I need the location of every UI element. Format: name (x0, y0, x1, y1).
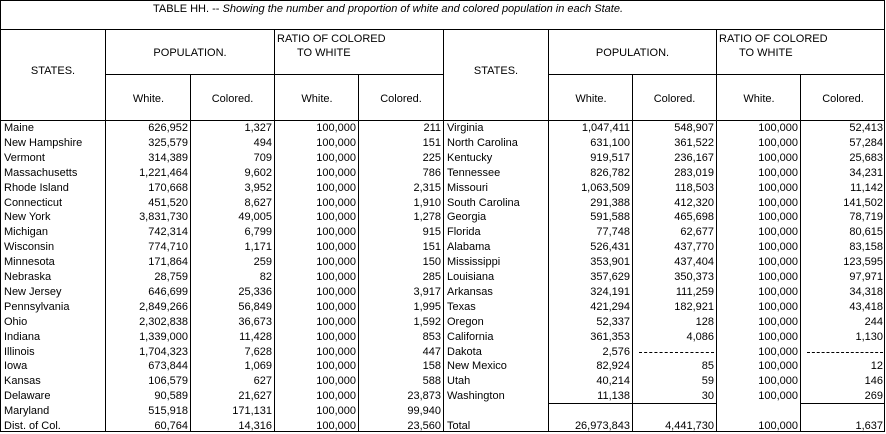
ratio-colored-value-cell: 2,315 (413, 181, 441, 194)
white-value-cell: 40,214 (596, 375, 630, 388)
white-value-cell: 626,952 (148, 122, 188, 134)
colored-value-cell: 11,428 (239, 330, 272, 343)
state-name-cell: Florida (447, 226, 481, 239)
colored-value-cell: 82 (259, 271, 272, 283)
state-name-cell: California (447, 330, 494, 343)
white-value-cell: 421,294 (590, 300, 630, 313)
ratio-white-value-cell: 100,000 (316, 136, 356, 149)
white-value-cell: 2,576 (602, 345, 630, 358)
colored-value-cell: 4,086 (686, 330, 714, 343)
white-value-cell: 353,901 (590, 256, 630, 269)
white-value-cell: 90,589 (154, 390, 188, 403)
ratio-white-value-cell: 100,000 (758, 196, 798, 209)
white-value-cell: 451,520 (148, 196, 188, 209)
colored-value-cell: 21,627 (238, 390, 272, 403)
colored-value-cell (633, 345, 716, 360)
state-name-cell: Michigan (4, 226, 49, 239)
colored-value-cell: 25,336 (238, 285, 272, 298)
colored-value-cell: 8,627 (244, 196, 272, 209)
ratio-colored-header-right: Colored. (822, 93, 864, 105)
state-name-cell: Illinois (4, 345, 35, 358)
ratio-colored-value-cell: 146 (864, 375, 883, 388)
population-header-right: POPULATION. (595, 47, 670, 59)
white-value-cell: 1,339,000 (139, 330, 188, 343)
state-name-cell: Pennsylvania (4, 300, 70, 313)
ratio-colored-value-cell: 447 (422, 345, 441, 358)
state-name-cell: Virginia (447, 122, 484, 134)
ratio-white-value-cell: 100,000 (758, 330, 798, 343)
ratio-white-value-cell: 100,000 (316, 345, 356, 358)
white-header-right: White. (575, 93, 607, 105)
white-value-cell: 324,191 (590, 285, 630, 298)
ratio-colored-value-cell: 151 (422, 241, 441, 254)
ratio-white-value-cell: 100,000 (758, 181, 798, 194)
ratio-colored-value-cell: 97,971 (849, 271, 883, 283)
ratio-colored-value-cell (801, 404, 885, 419)
ratio-colored-value-cell: 1,592 (413, 315, 441, 328)
ratio-white-header-left: White. (301, 93, 333, 105)
state-name-cell: Louisiana (447, 271, 495, 283)
ratio-colored-value-cell: 1,910 (413, 196, 441, 209)
state-name-cell: Alabama (447, 241, 491, 254)
white-header-left: White. (132, 93, 165, 105)
white-value-cell: 52,337 (596, 315, 630, 328)
ratio-white-value-cell: 100,000 (758, 166, 798, 179)
ratio-colored-value-cell: 80,615 (849, 226, 883, 239)
population-subheader-rule-right (549, 74, 885, 75)
ratio-header-right-line1: RATIO OF COLORED (719, 33, 828, 45)
ratio-colored-value-cell: 915 (422, 226, 441, 239)
white-value-cell: 742,314 (148, 226, 188, 239)
ratio-colored-value-cell (801, 345, 885, 360)
ratio-white-header-right: White. (743, 93, 775, 105)
ratio-colored-value-cell: 269 (864, 390, 883, 403)
colored-value-cell: 548,907 (674, 122, 714, 134)
state-name-cell: Kentucky (447, 151, 493, 164)
ratio-white-value-cell: 100,000 (758, 271, 798, 283)
ratio-colored-value-cell: 141,502 (843, 196, 883, 209)
ratio-white-value-cell: 100,000 (316, 360, 356, 373)
colored-header-right: Colored. (653, 93, 696, 105)
state-name-cell: Oregon (447, 315, 484, 328)
colored-value-cell: 4,441,730 (665, 420, 714, 432)
state-name-cell: Texas (447, 300, 476, 313)
state-name-cell: New York (4, 211, 51, 224)
ratio-white-value-cell: 100,000 (316, 285, 356, 298)
ratio-white-value-cell: 100,000 (758, 122, 798, 134)
colored-value-cell: 62,677 (680, 226, 714, 239)
ratio-colored-value-cell: 1,130 (855, 330, 883, 343)
population-subheader-rule-left (106, 74, 444, 75)
state-name-cell: Minnesota (4, 256, 55, 269)
ratio-white-value-cell: 100,000 (316, 420, 356, 432)
colored-value-cell: 437,404 (674, 256, 714, 269)
colored-value-cell: 709 (253, 151, 272, 164)
colored-value-cell: 14,316 (238, 420, 272, 432)
colored-value-cell: 36,673 (238, 315, 272, 328)
white-value-cell: 361,353 (590, 330, 630, 343)
ratio-colored-value-cell: 588 (422, 375, 441, 388)
table-title-row (1, 1, 885, 30)
ratio-colored-value-cell: 99,940 (407, 405, 441, 418)
colored-value-cell: 118,503 (675, 181, 714, 194)
white-value-cell: 2,302,838 (139, 315, 188, 328)
colored-value-cell: 85 (701, 360, 714, 373)
ratio-colored-value-cell: 244 (864, 315, 883, 328)
colored-value-cell: 59 (701, 375, 714, 388)
state-name-cell: Dakota (447, 345, 482, 358)
ratio-colored-value-cell: 151 (422, 136, 441, 149)
ratio-colored-value-cell: 12 (870, 360, 883, 373)
white-value-cell: 673,844 (148, 360, 188, 373)
population-header-left: POPULATION. (153, 47, 227, 59)
colored-value-cell: 361,522 (674, 136, 714, 149)
ratio-colored-value-cell: 25,683 (849, 151, 883, 164)
colored-value-cell (633, 404, 716, 419)
ratio-colored-value-cell: 23,873 (407, 390, 441, 403)
ratio-colored-value-cell: 285 (422, 271, 441, 283)
state-name-cell: Kansas (4, 375, 41, 388)
ratio-colored-value-cell: 52,413 (849, 122, 883, 134)
white-value-cell: 3,831,730 (139, 211, 188, 224)
state-name-cell: New Hampshire (4, 136, 83, 149)
white-value-cell: 631,100 (590, 136, 630, 149)
colored-value-cell: 7,628 (244, 345, 272, 358)
ratio-white-value-cell: 100,000 (316, 256, 356, 269)
ratio-colored-value-cell: 1,637 (855, 420, 883, 432)
ratio-white-value-cell: 100,000 (316, 315, 356, 328)
state-name-cell: New Mexico (447, 360, 507, 373)
colored-value-cell: 236,167 (674, 151, 714, 164)
ratio-white-value-cell: 100,000 (316, 181, 356, 194)
table-title-text: Showing the number and proportion of white and colored population in each State. (222, 3, 624, 15)
colored-value-cell: 182,921 (674, 300, 714, 313)
state-name-cell: South Carolina (447, 196, 520, 209)
colored-value-cell: 56,849 (238, 300, 272, 313)
ratio-white-value-cell: 100,000 (316, 151, 356, 164)
white-value-cell: 774,710 (148, 241, 188, 254)
no-data-dash (807, 352, 883, 353)
ratio-white-value-cell: 100,000 (316, 196, 356, 209)
white-value-cell: 170,668 (148, 181, 188, 194)
ratio-colored-value-cell: 1,278 (413, 211, 441, 224)
ratio-colored-value-cell: 786 (422, 166, 441, 179)
ratio-white-value-cell: 100,000 (316, 300, 356, 313)
state-name-cell: Missouri (447, 181, 488, 194)
ratio-white-value-cell: 100,000 (758, 360, 798, 373)
ratio-colored-value-cell: 78,719 (849, 211, 883, 224)
white-value-cell: 171,864 (148, 256, 188, 269)
ratio-white-value-cell: 100,000 (758, 420, 798, 432)
colored-value-cell: 412,320 (674, 196, 714, 209)
ratio-white-value-cell: 100,000 (758, 151, 798, 164)
colored-value-cell: 171,131 (232, 405, 272, 418)
table-title-label: TABLE HH. -- (153, 3, 220, 15)
state-name-cell: Tennessee (447, 166, 501, 179)
state-name-cell: Maryland (4, 405, 50, 418)
white-value-cell: 82,924 (596, 360, 630, 373)
ratio-colored-value-cell: 225 (422, 151, 441, 164)
ratio-white-value-cell: 100,000 (316, 226, 356, 239)
state-name-cell: Total (447, 420, 471, 432)
colored-value-cell: 1,171 (244, 241, 272, 254)
ratio-colored-value-cell: 1,995 (413, 300, 441, 313)
ratio-colored-value-cell: 158 (422, 360, 441, 373)
ratio-colored-value-cell: 83,158 (849, 241, 883, 254)
state-name-cell: Connecticut (4, 196, 63, 209)
state-name-cell: Vermont (4, 151, 45, 164)
ratio-white-value-cell: 100,000 (316, 122, 356, 134)
state-name-cell: Delaware (4, 390, 51, 403)
state-name-cell: Nebraska (4, 271, 52, 283)
white-value-cell: 826,782 (590, 166, 630, 179)
ratio-white-value-cell: 100,000 (758, 390, 798, 403)
ratio-colored-value-cell: 23,560 (407, 420, 441, 432)
colored-value-cell: 49,005 (238, 211, 272, 224)
state-name-cell: New Jersey (4, 285, 62, 298)
ratio-white-value-cell: 100,000 (316, 271, 356, 283)
state-name-cell: Massachusetts (4, 166, 78, 179)
ratio-white-value-cell: 100,000 (316, 211, 356, 224)
ratio-header-left-line1: RATIO OF COLORED (277, 33, 386, 45)
white-value-cell: 28,759 (154, 271, 188, 283)
colored-value-cell: 111,259 (675, 285, 714, 298)
colored-value-cell: 128 (695, 315, 714, 328)
white-value-cell: 526,431 (590, 241, 630, 254)
white-value-cell: 357,629 (590, 271, 630, 283)
colored-value-cell: 6,799 (244, 226, 272, 239)
ratio-colored-value-cell: 3,917 (413, 285, 441, 298)
white-value-cell: 919,517 (590, 151, 630, 164)
colored-value-cell: 259 (253, 256, 272, 269)
state-name-cell: North Carolina (447, 136, 518, 149)
state-name-cell: Indiana (4, 330, 41, 343)
states-header-right: STATES. (473, 65, 519, 77)
colored-value-cell: 627 (253, 375, 272, 388)
colored-value-cell: 494 (253, 136, 272, 149)
ratio-white-value-cell (717, 404, 800, 419)
colored-value-cell: 30 (701, 390, 714, 403)
white-value-cell: 325,579 (148, 136, 188, 149)
ratio-white-value-cell: 100,000 (758, 136, 798, 149)
ratio-white-value-cell: 100,000 (758, 300, 798, 313)
white-value-cell: 291,388 (590, 196, 630, 209)
states-header-left: STATES. (30, 65, 76, 77)
ratio-white-value-cell: 100,000 (758, 256, 798, 269)
colored-value-cell: 283,019 (674, 166, 714, 179)
ratio-colored-value-cell: 211 (423, 122, 441, 134)
white-value-cell: 314,389 (148, 151, 188, 164)
colored-value-cell: 437,770 (674, 241, 714, 254)
white-value-cell: 11,138 (597, 390, 630, 403)
colored-value-cell: 1,069 (244, 360, 272, 373)
colored-value-cell: 3,952 (244, 181, 272, 194)
ratio-colored-value-cell: 57,284 (849, 136, 883, 149)
colored-header-left: Colored. (211, 93, 254, 105)
ratio-white-value-cell: 100,000 (758, 241, 798, 254)
state-name-cell: Georgia (447, 211, 487, 224)
white-value-cell: 26,973,843 (574, 420, 630, 432)
white-value-cell: 1,063,509 (581, 181, 630, 194)
colored-value-cell: 1,327 (244, 122, 272, 134)
no-data-dash (639, 352, 714, 353)
white-value-cell: 591,588 (590, 211, 630, 224)
ratio-colored-value-cell: 43,418 (849, 300, 883, 313)
ratio-colored-value-cell: 853 (422, 330, 441, 343)
colored-value-cell: 465,698 (674, 211, 714, 224)
white-value-cell: 1,047,411 (581, 122, 630, 134)
ratio-white-value-cell: 100,000 (758, 285, 798, 298)
white-value-cell: 515,918 (148, 405, 188, 418)
ratio-white-value-cell: 100,000 (758, 375, 798, 388)
state-name-cell: Maine (4, 122, 34, 134)
white-value-cell: 2,849,266 (139, 300, 188, 313)
state-name-cell: Utah (447, 375, 471, 388)
ratio-white-value-cell: 100,000 (316, 241, 356, 254)
state-name-cell: Mississippi (447, 256, 501, 269)
ratio-colored-value-cell: 11,142 (850, 181, 883, 194)
ratio-white-value-cell: 100,000 (316, 166, 356, 179)
colored-value-cell: 9,602 (244, 166, 272, 179)
ratio-header-left-line2: TO WHITE (297, 47, 351, 59)
state-name-cell: Washington (447, 390, 505, 403)
ratio-colored-value-cell: 34,318 (849, 285, 883, 298)
ratio-colored-value-cell: 150 (422, 256, 441, 269)
ratio-white-value-cell: 100,000 (316, 375, 356, 388)
state-name-cell: Wisconsin (4, 241, 55, 254)
ratio-white-value-cell: 100,000 (758, 345, 798, 358)
ratio-white-value-cell: 100,000 (758, 315, 798, 328)
table-title (153, 3, 623, 15)
ratio-header-right-line2: TO WHITE (739, 47, 793, 59)
ratio-white-value-cell: 100,000 (758, 211, 798, 224)
ratio-white-value-cell: 100,000 (316, 405, 356, 418)
white-value-cell: 77,748 (596, 226, 630, 239)
state-name-cell (444, 404, 548, 419)
white-value-cell: 1,221,464 (139, 166, 188, 179)
state-name-cell: Ohio (4, 315, 28, 328)
state-name-cell: Dist. of Col. (4, 420, 61, 432)
state-name-cell: Rhode Island (4, 181, 69, 194)
white-value-cell: 646,699 (148, 285, 188, 298)
ratio-white-value-cell: 100,000 (316, 330, 356, 343)
colored-value-cell: 350,373 (674, 271, 714, 283)
ratio-colored-value-cell: 34,231 (849, 166, 883, 179)
ratio-white-value-cell: 100,000 (758, 226, 798, 239)
white-value-cell: 106,579 (148, 375, 188, 388)
ratio-colored-value-cell: 123,595 (843, 256, 883, 269)
state-name-cell: Iowa (4, 360, 28, 373)
white-value-cell: 1,704,323 (139, 345, 188, 358)
white-value-cell (549, 404, 632, 419)
state-name-cell: Arkansas (447, 285, 493, 298)
ratio-colored-header-left: Colored. (380, 93, 422, 105)
ratio-white-value-cell: 100,000 (316, 390, 356, 403)
white-value-cell: 60,764 (154, 420, 188, 432)
